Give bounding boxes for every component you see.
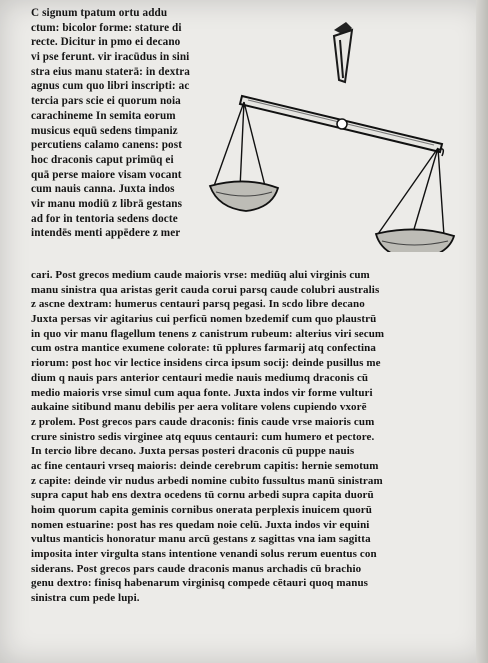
text-line: sinistra cum pede lupi. [31, 592, 140, 605]
scales-illustration [206, 16, 468, 252]
text-line: crure sinistro sedis virginee atq equus centauri: cum humero et pectore. [31, 430, 375, 443]
text-line: nomen estuarine: post has res quedam noie celū. Juxta indos vir equini [31, 518, 370, 531]
text-line: stra eius manu staterā: in dextra [31, 65, 190, 78]
text-line: recte. Dicitur in pmo ei decano [31, 36, 181, 49]
text-line: quā perse maiore visam vocant [31, 168, 182, 181]
text-line: z prolem. Post grecos pars caude draconis: finis caude vrse maioris cum [31, 415, 375, 428]
text-line: siderans. Post grecos pars caude draconis manus archadis cū brachio [31, 562, 362, 575]
scale-pivot [337, 119, 347, 129]
text-line: vir manu modiū z librā gestans [31, 197, 183, 210]
text-line: cum ostra mantice exumene colorate: tū pplures farmarij atq confectina [31, 342, 376, 355]
text-line: dium q nauis pars anterior centauri medie nauis mediumq draconis cū [31, 371, 369, 384]
text-line: manu sinistra qua aristas gerit cauda corui parsq caude colubri australis [31, 283, 380, 296]
text-line: vultus manticis honoratur manu arcū gestans z sagittas vna iam sagitta [31, 533, 371, 546]
text-line: ac fine centauri vrseq maioris: deinde cerebrum capitis: hernie semotum [31, 459, 379, 472]
text-block-full [31, 268, 469, 606]
text-line: C signum tpatum ortu addu [31, 7, 168, 19]
text-line: cari. Post grecos medium caude maioris vrse: mediūq alui virginis cum [31, 269, 370, 281]
text-line: musicus equū sedens timpaniz [31, 124, 178, 137]
text-line: ctum: bicolor forme: stature di [31, 21, 182, 34]
text-line: carachineme In semita eorum [31, 109, 176, 122]
text-line: intendēs menti appēdere z mer [31, 227, 181, 240]
text-line: vi pse ferunt. vir iracūdus in sini [31, 51, 190, 64]
text-line: agnus cum quo libri inscripti: ac [31, 80, 190, 93]
text-line: supra caput hab ens dextra ocedens tū cornu arbedi supra capita duorū [31, 489, 374, 502]
text-line: tercia pars scie ei quorum noia [31, 95, 181, 108]
text-line: genu dextro: finisq habenarum virginisq compede cētauri quoq manus [31, 577, 369, 590]
right-pan-strings [378, 148, 444, 236]
text-line: riorum: post hoc vir lectice insidens circa ipsum socij: deinde pusillus me [31, 357, 381, 370]
text-line: percutiens calamo canens: post [31, 139, 183, 152]
text-line: cum nauis canna. Juxta indos [31, 183, 175, 196]
right-pan [376, 229, 454, 252]
left-pan-strings [214, 102, 266, 190]
text-line: medio maioris vrse simul cum aqua fonte. Juxta indos vir forme vulturi [31, 386, 373, 399]
text-line: z ascne dextram: humerus centauri parsq pegasi. In scdo libre decano [31, 298, 365, 311]
text-line: Juxta persas vir agitarius cui perficū nomen bzedemif cum quo plaustrū [31, 313, 377, 326]
text-line: aukaine sitibund manu debilis per aera volitare volens cupiendo vxorē [31, 401, 367, 414]
text-line: z capite: deinde vir nudus arbedi nomine cubito fussultus manū sinistram [31, 474, 383, 487]
text-line: hoim quorum capita geminis cornibus onerata perplexis inuicem quorū [31, 504, 372, 516]
text-line: In tercio libre decano. Juxta persas posteri draconis cū puppe nauis [31, 445, 355, 458]
page-edge [476, 0, 488, 663]
text-line: hoc draconis caput primūq ei [31, 153, 174, 166]
text-line: imposita inter virgulta stans intentione venandi solus rerum euentus con [31, 548, 377, 561]
text-line: in quo vir manu flagellum tenens z canistrum rubeum: alterius viri secum [31, 327, 385, 340]
text-line: ad for in tentoria sedens docte [31, 212, 178, 225]
